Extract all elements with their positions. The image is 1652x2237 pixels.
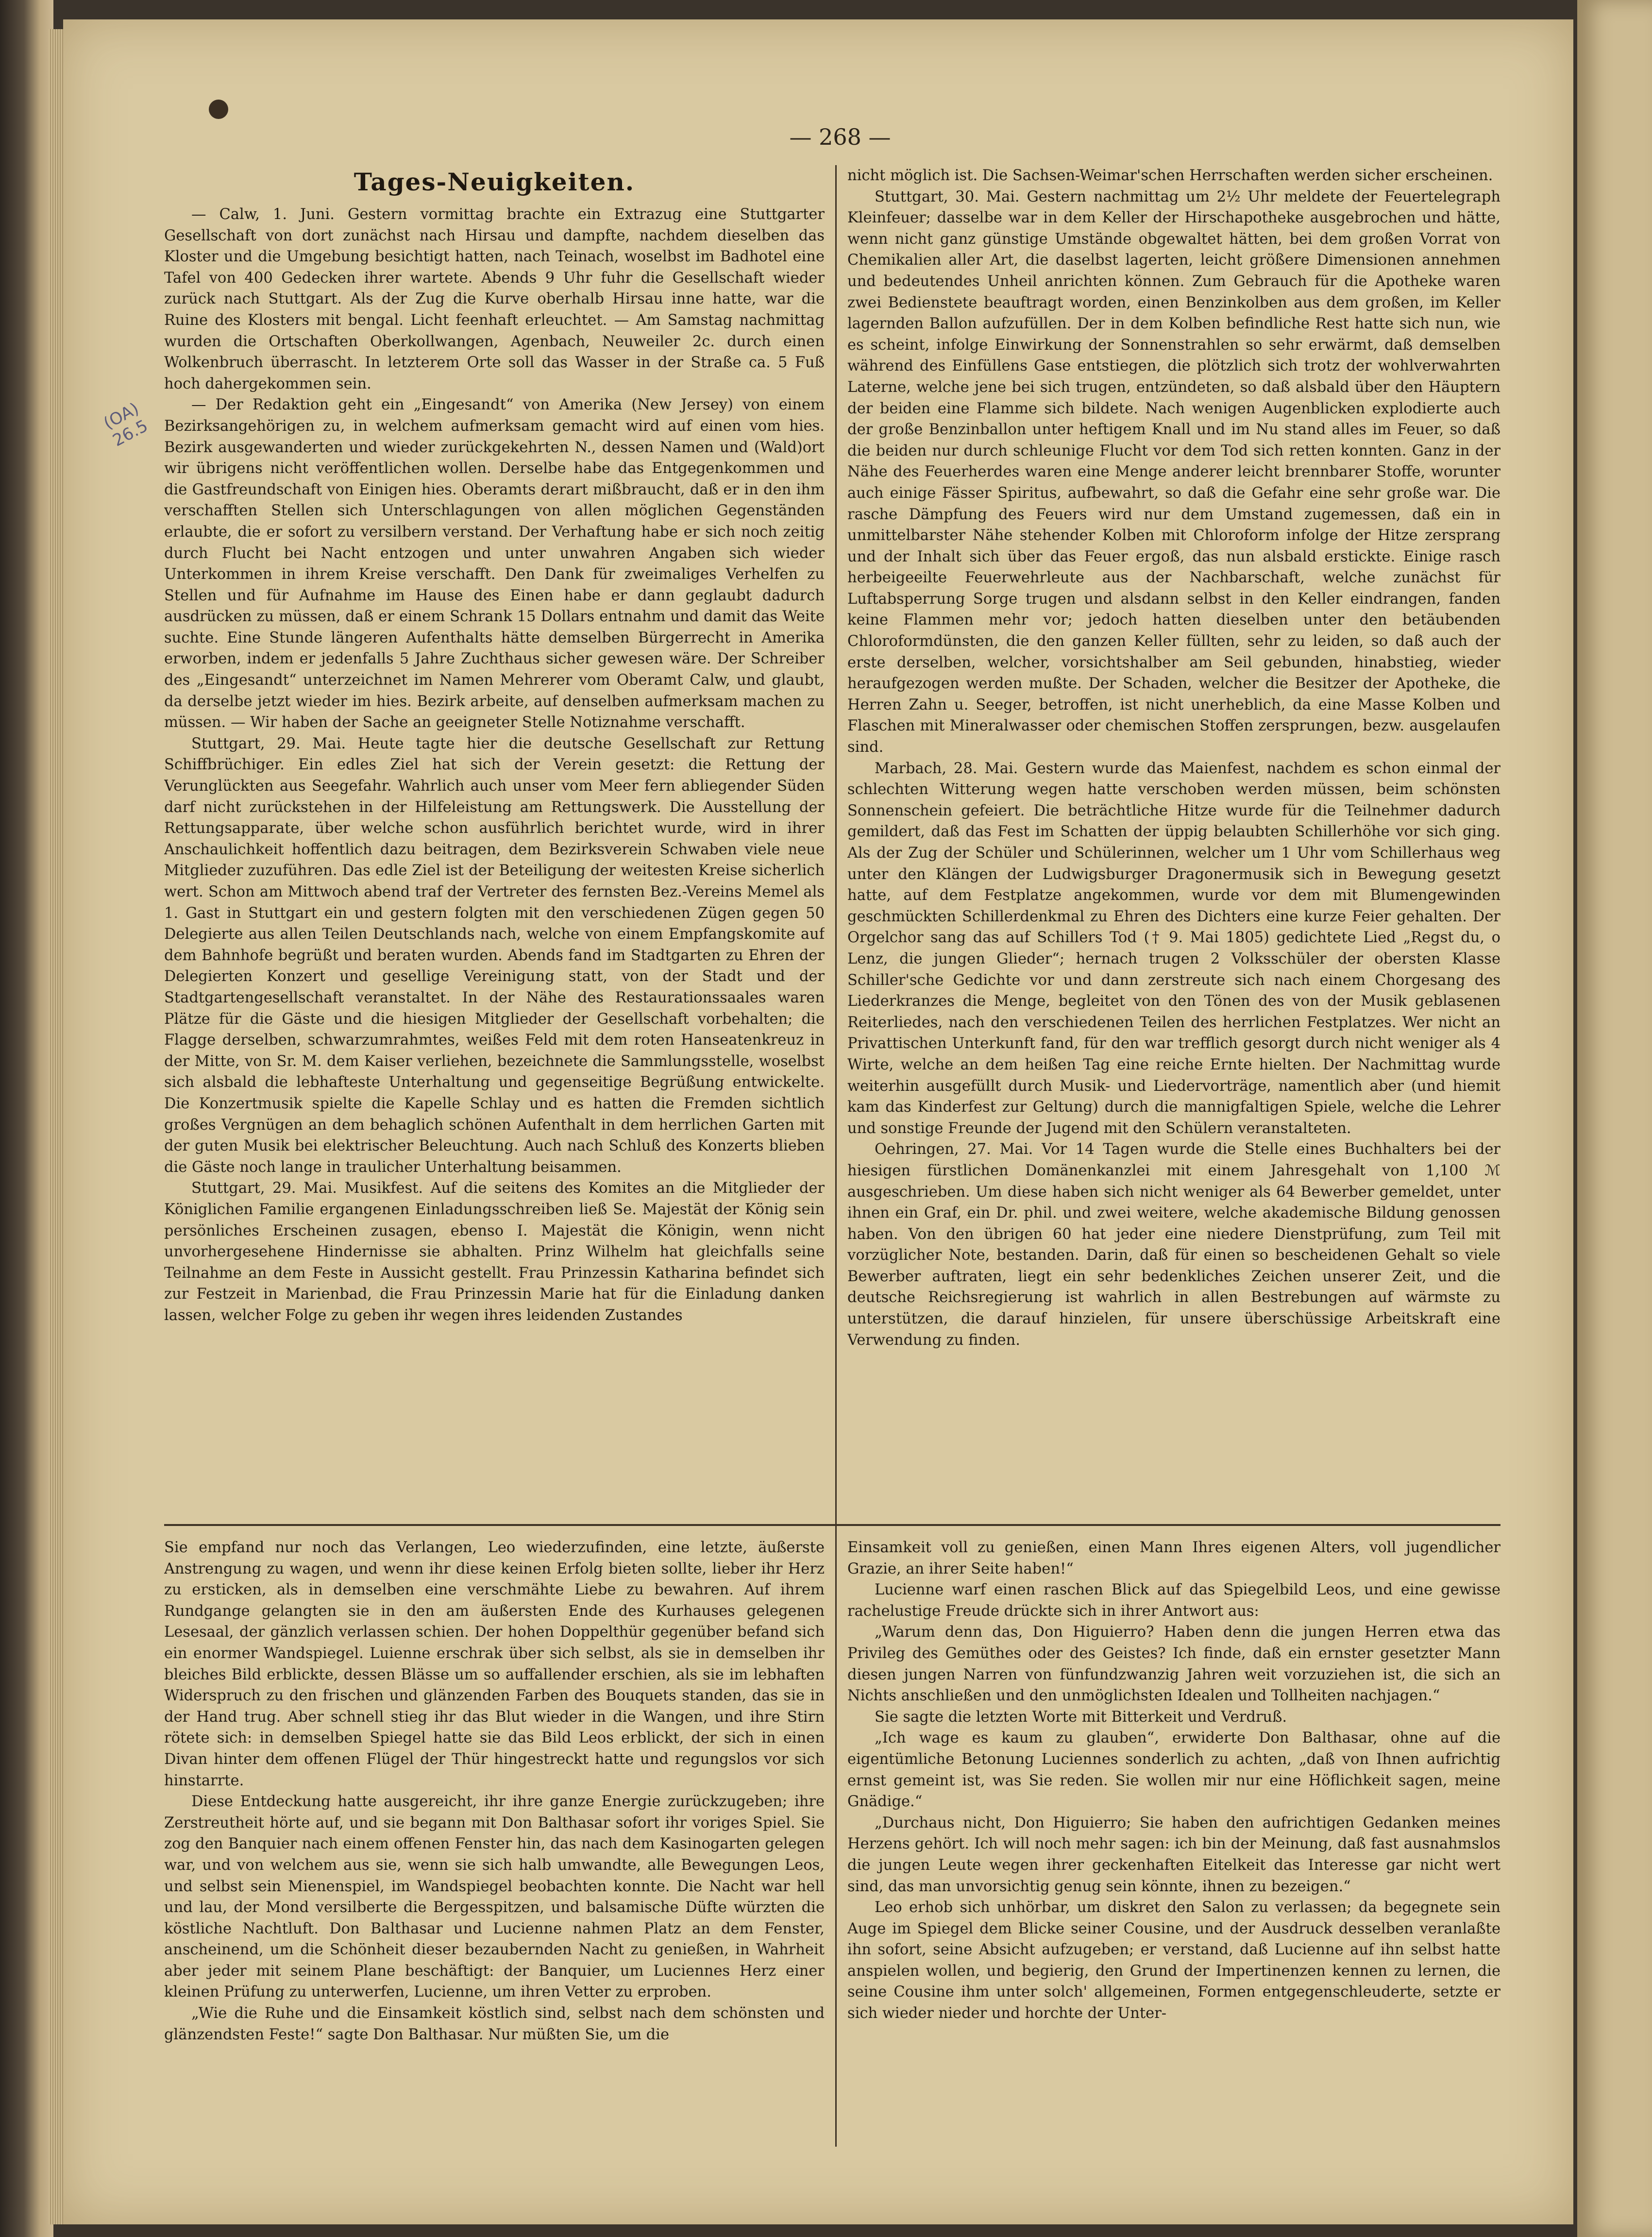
news-column-left (164, 204, 825, 1530)
story-paragraph: „Ich wage es kaum zu glauben“, erwiderte Don Balthasar, ohne auf die eigentümliche Betonung Luciennes sonderlich zu achten, „daß von Ihnen aufrichtig ernst gemeint ist, was Sie reden. Sie wollen mir nur eine Höflichkeit sagen, meine Gnädige.“ (847, 1729, 1500, 1811)
story-paragraph: Sie sagte die letzten Worte mit Bitterkeit und Verdruß. (875, 1708, 1287, 1726)
story-paragraph: Leo erhob sich unhörbar, um diskret den Salon zu verlassen; da begegnete sein Auge im Spiegel dem Blicke seiner Cousine, und der Ausdruck desselben veranlaßte ihn sofort, seine Absicht aufzugeben; er verstand, daß Lucienne auf ihn selbst hatte anspielen wollen, und begierig, den Grund der Impertinenzen kennen zu lernen, die seine Cousine ihm unter solch' allgemeinen, Formen entgegenschleuderte, setzte er sich wieder nieder und horchte der Unter- (847, 1899, 1500, 2022)
adjacent-page-edge (1577, 0, 1652, 2237)
story-paragraph: „Warum denn das, Don Higuierro? Haben denn die jungen Herren etwa das Privileg des Gemüthes oder des Geistes? Ich finde, daß ein ernster gesetzter Mann diesen jungen Narren von fünfundzwanzig Jahren weit vorzuziehen ist, die sich an Nichts anschließen und den unmöglichsten Idealen und Tollheiten nachjagen.“ (847, 1624, 1500, 1705)
handwritten-annotation: (OA) 26.5 (100, 399, 152, 451)
story-paragraph: „Durchaus nicht, Don Higuierro; Sie haben den aufrichtigen Gedanken meines Herzens gehört. Ich will noch mehr sagen: ich bin der Meinung, daß fast ausnahmslos die jungen Leute wegen ihrer geckenhaften Eitelkeit das Interesse gar nicht wert sind, das man unvorsichtig genug sein könnte, ihnen zu bezeigen.“ (847, 1814, 1500, 1895)
story-paragraph: Einsamkeit voll zu genießen, einen Mann Ihres eigenen Alters, voll jugendlicher Grazie, an ihrer Seite haben!“ (847, 1539, 1500, 1577)
story-paragraph: Sie empfand nur noch das Verlangen, Leo wiederzufinden, eine letzte, äußerste Anstrengung zu wagen, und wenn ihr diese keinen Erfolg bieten sollte, lieber ihr Herz zu ersticken, als in demselben eine verschmähte Liebe zu bewahren. Auf ihrem Rundgange gelangten sie in den am äußersten Ende des Kurhauses gelegenen Lesesaal, der gänzlich verlassen schien. Der hohen Doppelthür gegenüber befand sich ein enormer Wandspiegel. Luienne erschrak über sich selbst, als sie in demselben ihr bleiches Bild erblickte, dessen Blässe um so auffallender erschien, als sie im lebhaften Widerspruch zu den frischen und glänzenden Farben des Bouquets standen, das sie in der Hand trug. Aber schnell stieg ihr das Blut wieder in die Wangen, und ihre Stirn rötete sich: in demselben Spiegel hatte sie das Bild Leos erblickt, der sich in einen Divan hinter dem offenen Flügel der Thür hingestreckt hatte und regungslos vor sich hinstarrte. (164, 1539, 825, 1789)
feuilleton-column-right (847, 1537, 1500, 2139)
article-stuttgart-musikfest: Stuttgart, 29. Mai. Musikfest. Auf die seitens des Komites an die Mitglieder der Königlichen Familie ergangenen Einladungsschreiben ließ Se. Majestät der König sein persönliches Erscheinen zusagen, ebenso I. Majestät die Königin, wenn nicht unvorhergesehene Hindernisse sie abhalten. Prinz Wilhelm hat gleichfalls seine Teilnahme an dem Feste in Aussicht gestellt. Frau Prinzessin Katharina befindet sich zur Festzeit in Marienbad, die Frau Prinzessin Marie hat für die Einladung danken lassen, welcher Folge zu geben ihr wegen ihres leidenden Zustandes (164, 1180, 825, 1324)
feuilleton-column-left (164, 1537, 825, 2139)
page-number: — 268 — (789, 124, 891, 150)
article-stuttgart-rettung: Stuttgart, 29. Mai. Heute tagte hier die deutsche Gesellschaft zur Rettung Schiffbrüchiger. Ein edles Ziel hat sich der Verein gesetzt: die Rettung der Verunglückten aus Seegefahr. Wahrlich auch unser vom Meer fern abliegender Süden darf nicht zurückstehen in der Hilfeleistung am Rettungswerk. Die Ausstellung der Rettungsapparate, über welche schon ausführlich berichtet wurde, wird in ihrer Anschaulichkeit hoffentlich dazu beitragen, dem Bezirksverein Schwaben viele neue Mitglieder zuzuführen. Das edle Ziel ist der Beteiligung der weitesten Kreise sicherlich wert. Schon am Mittwoch abend traf der Vertreter des fernsten Bez.-Vereins Memel als 1. Gast in Stuttgart ein und gestern folgten mit den verschiedenen Zügen gegen 50 Delegierte aus allen Teilen Deutschlands nach, welche von einem Empfangskomite auf dem Bahnhofe begrüßt und beraten wurden. Abends fand im Stadtgarten zu Ehren der Delegierten Konzert und gesellige Vereinigung statt, von der Stadt und der Stadtgartengesellschaft veranstaltet. In der Nähe des Restaurationssaales waren Plätze für die Gäste und die hiesigen Mitglieder der Gesellschaft vorbehalten; die Flagge derselben, schwarzumrahmtes, weißes Feld mit dem roten Hanseatenkreuz in der Mitte, von Sr. M. dem Kaiser verliehen, bezeichnete die Sammlungsstelle, woselbst sich alsbald die lebhafteste Unterhaltung und gegenseitige Begrüßung entwickelte. Die Konzertmusik spielte die Kapelle Schlay und es hatten die Fremden sichtlich großes Vergnügen an dem behaglich schönen Aufenthalt in dem herrlichen Garten mit der guten Musik bei elektrischer Beleuchtung. Auch nach Schluß des Konzerts blieben die Gäste noch lange in traulicher Unterhaltung beisammen. (164, 735, 825, 1176)
article-redaktion: — Der Redaktion geht ein „Eingesandt“ von Amerika (New Jersey) von einem Bezirksangehörigen zu, in welchem aufmerksam gemacht wird auf einen vom hies. Bezirk ausgewanderten und wieder zurückgekehrten N., dessen Namen und (Wald)ort wir übrigens nicht veröffentlichen wollen. Derselbe habe das Entgegenkommen und die Gastfreundschaft von Einigen hies. Oberamts derart mißbraucht, daß er in den ihm verschafften Stellen sich Unterschlagungen von allen möglichen Gegenständen erlaubte, die er sofort zu versilbern verstand. Der Verhaftung habe er sich noch zeitig durch Flucht bei Nacht entzogen und unter unwahren Angaben sich wieder Unterkommen in ihrem Kreise verschafft. Den Dank für zweimaliges Verhelfen zu Stellen und für Aufnahme im Hause des Einen habe er dann geglaubt dadurch ausdrücken zu müssen, daß er einem Schrank 15 Dollars entnahm und damit das Weite suchte. Eine Stunde längeren Aufenthalts hätte demselben Bürgerrecht in Amerika erworben, indem er jedenfalls 5 Jahre Zuchthaus sicher gewesen wäre. Der Schreiber des „Eingesandt“ unterzeichnet im Namen Mehrerer vom Oberamt Calw, und glaubt, da derselbe jetzt wieder im hies. Bezirk arbeite, auf denselben aufmerksam machen zu müssen. — Wir haben der Sache an geeigneter Stelle Notiznahme verschafft. (164, 396, 825, 731)
article-oehringen: Oehringen, 27. Mai. Vor 14 Tagen wurde die Stelle eines Buchhalters bei der hiesigen fürstlichen Domänenkanzlei mit einem Jahresgehalt von 1,100 ℳ ausgeschrieben. Um diese haben sich nicht weniger als 64 Bewerber gemeldet, unter ihnen ein Graf, ein Dr. phil. und zwei weitere, welche akademische Bildung genossen haben. Von den übrigen 60 hat jeder eine niedere Dienstprüfung, zum Teil mit vorzüglicher Note, bestanden. Darin, daß für einen so bescheidenen Gehalt so viele Bewerber auftraten, liegt ein sehr bedenkliches Zeichen unserer Zeit, und die deutsche Reichsregierung ist wahrlich in allen Bestrebungen auf wärmste zu unterstützen, die darauf hinzielen, für unsere überschüssige Arbeitskraft eine Verwendung zu finden. (847, 1141, 1500, 1349)
article-stuttgart-feuer: Stuttgart, 30. Mai. Gestern nachmittag um 2½ Uhr meldete der Feuertelegraph Kleinfeuer; dasselbe war in dem Keller der Hirschapotheke ausgebrochen und hätte, wenn nicht ganz günstige Umstände obgewaltet hätten, bei dem großen Vorrat von Chemikalien aller Art, die daselbst lagerten, leicht größere Dimensionen annehmen und bedeutendes Unheil anrichten können. Zum Gebrauch für die Apotheke waren zwei Bedienstete beauftragt worden, einen Benzinkolben aus dem großen, im Keller lagernden Ballon aufzufüllen. Der in dem Kolben befindliche Rest hatte sich nun, wie es scheint, infolge Einwirkung der Sonnenstrahlen so sehr erwärmt, daß demselben während des Einfüllens Gase entstiegen, die plötzlich sich trotz der wohlverwahrten Laterne, welche jene bei sich trugen, entzündeten, so daß alsbald über den Häuptern der beiden eine Flamme sich bildete. Nach wenigen Augenblicken explodierte auch der große Benzinballon unter heftigem Knall und im Nu stand alles im Feuer, so daß die beiden nur durch schleunige Flucht vor dem Tod sich retten konnten. Ganz in der Nähe des Feuerherdes waren eine Menge anderer leicht brennbarer Stoffe, worunter auch einige Fässer Spiritus, aufbewahrt, so daß die Gefahr eine sehr große war. Die rasche Dämpfung des Feuers wird nur dem Umstand zugemessen, daß ein in unmittelbarster Nähe stehender Kolben mit Chloroform infolge der Hitze zersprang und der Inhalt sich über das Feuer ergoß, das nun alsbald erstickte. Einige rasch herbeigeeilte Feuerwehrleute aus der Nachbarschaft, welche zunächst für Luftabsperrung Sorge trugen und alsdann selbst in den Keller eindrangen, fanden keine Flammen mehr vor; jedoch hatten dieselben unter den betäubenden Chloroformdünsten, die den ganzen Keller füllten, sehr zu leiden, so daß auch der erste derselben, welcher, vorsichtshalber am Seil gebunden, hinabstieg, wieder heraufgezogen werden mußte. Der Schaden, welcher die Besitzer der Apotheke, die Herren Zahn u. Seeger, betroffen, ist nicht unerheblich, da eine Masse Kolben und Flaschen mit Mineralwasser oder chemischen Stoffen zersprungen, bezw. ausgelaufen sind. (847, 188, 1500, 756)
column-divider (835, 165, 837, 2147)
section-heading: Tages-Neuigkeiten. (354, 168, 635, 196)
ink-spot (209, 100, 228, 119)
story-paragraph: Lucienne warf einen raschen Blick auf das Spiegelbild Leos, und eine gewisse rachelustige Freude drückte sich in ihrer Antwort aus: (847, 1581, 1500, 1620)
story-paragraph: „Wie die Ruhe und die Einsamkeit köstlich sind, selbst nach dem schönsten und glänzendsten Feste!“ sagte Don Balthasar. Nur müßten Sie, um die (164, 2005, 825, 2043)
story-paragraph: Diese Entdeckung hatte ausgereicht, ihr ihre ganze Energie zurückzugeben; ihre Zerstreutheit hörte auf, und sie begann mit Don Balthasar sofort ihr voriges Spiel. Sie zog den Banquier nach einem offenen Fenster hin, das nach dem Kasinogarten gelegen war, und von welchem aus sie, wenn sie sich halb umwandte, alle Bewegungen Leos, und selbst sein Mienenspiel, im Wandspiegel beobachten konnte. Die Nacht war hell und lau, der Mond versilberte die Bergesspitzen, und balsamische Düfte würzten die köstliche Nachtluft. Don Balthasar und Lucienne nahmen Platz an dem Fenster, anscheinend, um die Schönheit dieser bezaubernden Nacht zu genießen, in Wahrheit aber jeder mit seinem Plane beschäftigt: der Banquier, um Luciennes Herz einer kleinen Prüfung zu unterwerfen, Lucienne, um ihren Vetter zu erproben. (164, 1793, 825, 2001)
article-marbach: Marbach, 28. Mai. Gestern wurde das Maienfest, nachdem es schon einmal der schlechten Witterung wegen hatte verschoben werden müssen, beim schönsten Sonnenschein gefeiert. Die beträchtliche Hitze wurde für die Teilnehmer dadurch gemildert, daß das Fest im Schatten der üppig belaubten Schillerhöhe vor sich ging. Als der Zug der Schüler und Schülerinnen, welcher um 1 Uhr vom Schillerhaus weg unter den Klängen der Ludwigsburger Dragonermusik sich in Bewegung gesetzt hatte, auf dem Festplatze angekommen, wurde vor dem mit Blumengewinden geschmückten Schillerdenkmal zu Ehren des Dichters eine kurze Feier gehalten. Der Orgelchor sang das auf Schillers Tod († 9. Mai 1805) gedichtete Lied „Regst du, o Lenz, die jungen Glieder“; hernach trugen 2 Volksschüler der obersten Klasse Schiller'sche Gedichte vor und dann zerstreute sich nach einem Chorgesang des Liederkranzes die Menge, begleitet von den Tönen des von der Musik geblasenen Reiterliedes, nach den verschiedenen Teilen des herrlichen Festplatzes. Wer nicht an Privattischen Unterkunft fand, für den war trefflich gesorgt durch nicht weniger als 4 Wirte, welche an dem heißen Tag eine reiche Ernte hielten. Der Nachmittag wurde weiterhin ausgefüllt durch Musik- und Liedervorträge, namentlich aber (und hiemit kam das Kinderfest zur Geltung) durch die mannigfaltigen Spiele, welche die Lehrer und sonstige Freunde der Jugend mit den Schülern veranstalteten. (847, 760, 1500, 1137)
article-calw: — Calw, 1. Juni. Gestern vormittag brachte ein Extrazug eine Stuttgarter Gesellschaft von dort zunächst nach Hirsau und dampfte, nachdem dieselben das Kloster und die Umgebung besichtigt hatten, nach Teinach, woselbst im Badhotel eine Tafel von 400 Gedecken ihrer wartete. Abends 9 Uhr fuhr die Gesellschaft wieder zurück nach Stuttgart. Als der Zug die Kurve oberhalb Hirsau inne hatte, war die Ruine des Klosters mit bengal. Licht feenhaft erleuchtet. — Am Samstag nachmittag wurden die Ortschaften Oberkollwangen, Agenbach, Neuweiler 2c. durch einen Wolkenbruch überrascht. In letzterem Orte soll das Wasser in der Straße ca. 5 Fuß hoch dahergekommen sein. (164, 206, 825, 392)
book-spine (0, 0, 53, 2237)
news-column-right (847, 165, 1500, 1530)
article-musikfest-continued: nicht möglich ist. Die Sachsen-Weimar'schen Herrschaften werden sicher erscheinen. (847, 167, 1493, 184)
